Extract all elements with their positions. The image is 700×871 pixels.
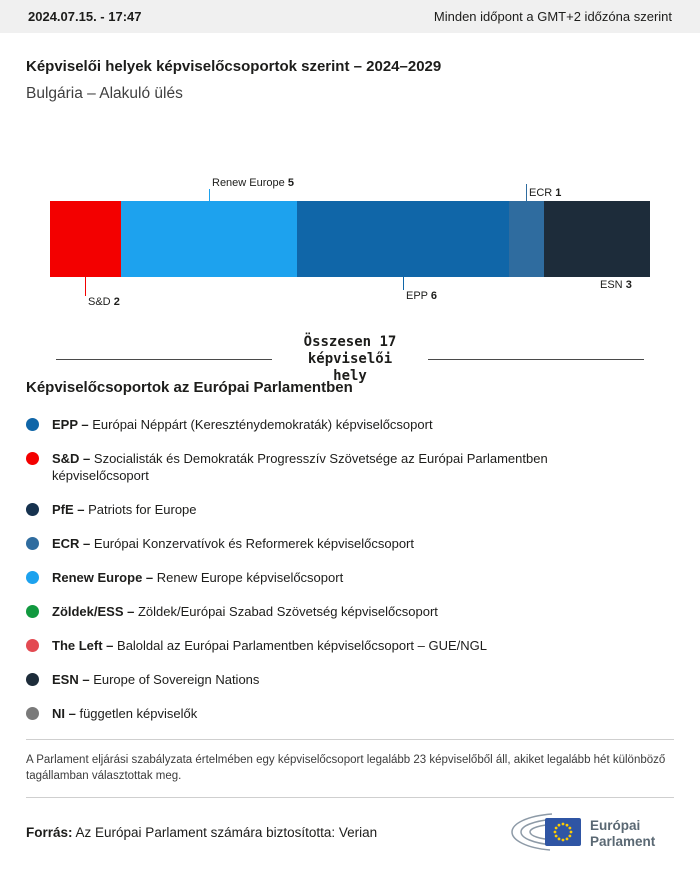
bar-segment-s-d[interactable] [50, 201, 121, 277]
legend-item-epp [26, 416, 674, 433]
legend-item-the-left [26, 637, 674, 654]
report-datetime: 2024.07.15. - 17:47 [28, 9, 142, 24]
legend-text: The Left – Baloldal az Európai Parlamentben képviselőcsoport – GUE/NGL [52, 638, 487, 653]
total-rule-right [428, 359, 644, 360]
legend-item-ecr [26, 535, 674, 552]
timezone-note: Minden időpont a GMT+2 időzóna szerint [433, 9, 672, 24]
legend-list [26, 416, 674, 722]
legend-heading: Képviselőcsoportok az Európai Parlamentben [26, 379, 353, 396]
bar-label-ecr: ECR 1 [529, 187, 562, 199]
legend-item-renew-europe [26, 569, 674, 586]
bar-label-s-d: S&D 2 [88, 296, 120, 308]
legend-text: ESN – Europe of Sovereign Nations [52, 672, 260, 687]
divider [26, 797, 674, 798]
eu-flag [545, 818, 581, 846]
legend-item-pfe [26, 501, 674, 518]
total-seats-label: Összesen 17 képviselői hely [303, 334, 397, 384]
total-rule-left [56, 359, 272, 360]
bar-segment-esn[interactable] [544, 201, 650, 277]
legend-text: ECR – Európai Konzervatívok és Reformerek képviselőcsoport [52, 536, 415, 551]
bar-label-esn: ESN 3 [600, 279, 632, 291]
legend-dot-z-ldek-ess [26, 605, 39, 618]
european-parliament-logo [506, 810, 674, 854]
seat-distribution-chart [50, 171, 650, 306]
bar-label-epp: EPP 6 [406, 290, 437, 302]
logo-text-line1: Európai [590, 818, 641, 833]
main-content [0, 58, 700, 854]
legend-item-esn [26, 671, 674, 688]
footer [26, 810, 674, 854]
legend-item-ni [26, 705, 674, 722]
bar-segment-epp[interactable] [297, 201, 509, 277]
stacked-bar [50, 201, 650, 277]
page-title: Képviselői helyek képviselőcsoportok szerint – 2024–2029 [26, 58, 442, 75]
legend-dot-s-d [26, 452, 39, 465]
bar-segment-ecr[interactable] [509, 201, 544, 277]
bar-tick-epp [403, 277, 404, 290]
legend-text: S&D – Szocialisták és Demokraták Progresszív Szövetsége az Európai Parlamentben képviselőcsoport [52, 451, 548, 483]
topbar [0, 0, 700, 33]
bar-tick-ecr [526, 184, 527, 201]
legend-text: PfE – Patriots for Europe [52, 502, 197, 517]
logo-text-line2: Parlament [590, 834, 656, 849]
source-label: Forrás: [26, 824, 73, 840]
legend-dot-ecr [26, 537, 39, 550]
legend-item-s-d [26, 450, 674, 484]
bar-tick-renew-europe [209, 189, 210, 201]
legend-dot-pfe [26, 503, 39, 516]
legend-dot-ni [26, 707, 39, 720]
source-line [26, 825, 377, 840]
total-seats-row [56, 334, 644, 385]
legend-text: EPP – Európai Néppárt (Kereszténydemokraták) képviselőcsoport [52, 417, 433, 432]
legend-text: Renew Europe – Renew Europe képviselőcsoport [52, 570, 344, 585]
legend-dot-epp [26, 418, 39, 431]
legend-item-z-ldek-ess [26, 603, 674, 620]
footnote: A Parlament eljárási szabályzata értelmében egy képviselőcsoport legalább 23 képviselőből áll, akiket legalább hét különböző tagállamban választottak meg. [26, 754, 666, 782]
legend-dot-esn [26, 673, 39, 686]
bar-label-renew-europe: Renew Europe 5 [212, 177, 294, 189]
legend-dot-renew-europe [26, 571, 39, 584]
legend-dot-the-left [26, 639, 39, 652]
legend-text: Zöldek/ESS – Zöldek/Európai Szabad Szövetség képviselőcsoport [52, 604, 438, 619]
bar-tick-s-d [85, 277, 86, 296]
divider [26, 739, 674, 740]
legend-text: NI – független képviselők [52, 706, 198, 721]
bar-segment-renew-europe[interactable] [121, 201, 297, 277]
page-subtitle: Bulgária – Alakuló ülés [26, 85, 183, 102]
source-text: Az Európai Parlament számára biztosította: Verian [72, 824, 378, 840]
